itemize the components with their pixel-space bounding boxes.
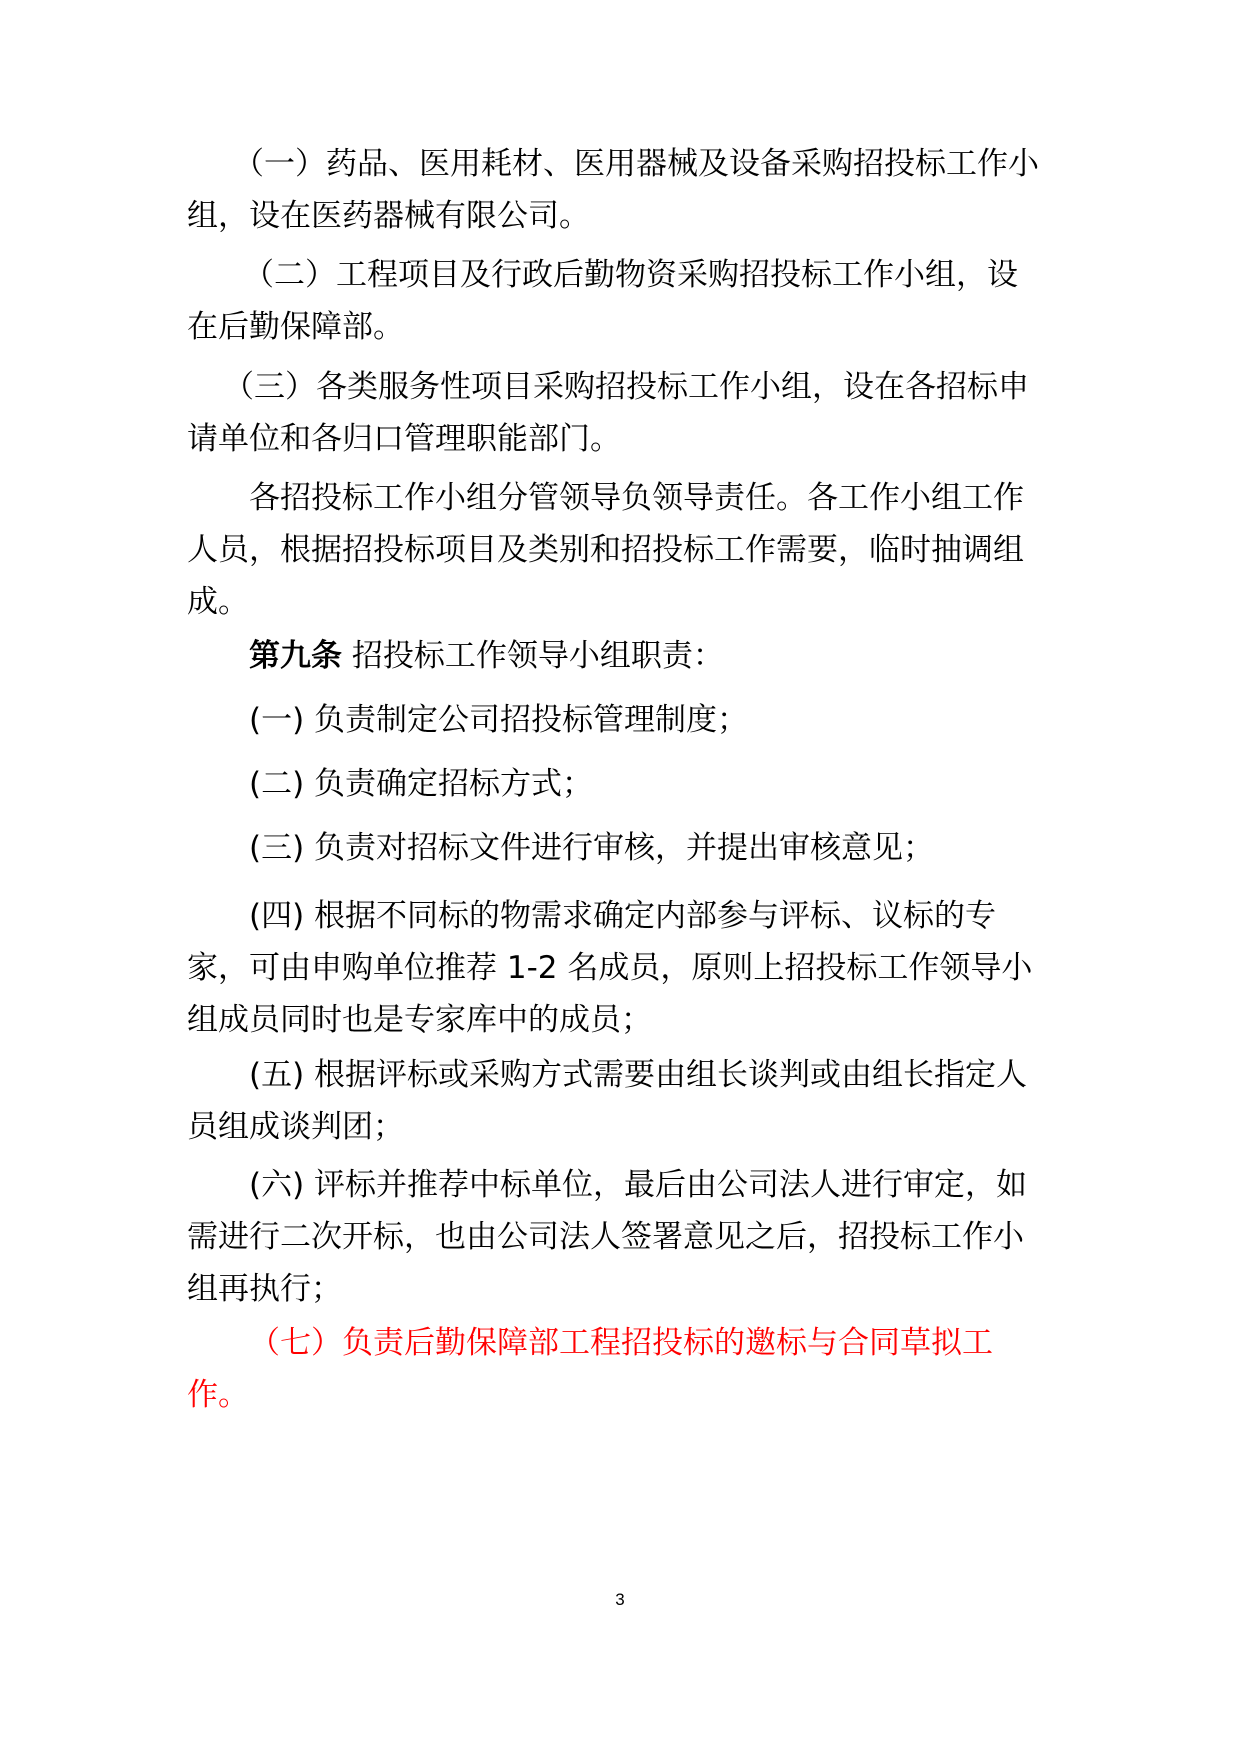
duty-item-1 (187, 694, 1045, 746)
paragraph-text: (六) 评标并推荐中标单位，最后由公司法人进行审定，如需进行二次开标，也由公司法人签署意见之后，招投标工作小组再执行； (187, 1167, 1028, 1307)
paragraph-group-2 (187, 249, 1045, 353)
paragraph-text: (五) 根据评标或采购方式需要由组长谈判或由组长指定人员组成谈判团； (187, 1057, 1028, 1145)
paragraph-text: (二) 负责确定招标方式； (249, 766, 594, 802)
duty-item-3 (187, 822, 1045, 874)
paragraph-group-3 (187, 361, 1045, 465)
article-title: 招投标工作领导小组职责： (342, 638, 724, 674)
paragraph-text: （二）工程项目及行政后勤物资采购招投标工作小组，设在后勤保障部。 (187, 257, 1018, 345)
duty-item-2 (187, 758, 1045, 810)
paragraph-text: 各招投标工作小组分管领导负领导责任。各工作小组工作人员，根据招投标项目及类别和招投标工作需要，临时抽调组成。 (187, 480, 1024, 620)
paragraph-text: (三) 负责对招标文件进行审核，并提出审核意见； (249, 830, 935, 866)
duty-item-7-highlighted (187, 1317, 1045, 1421)
paragraph-group-1 (187, 138, 1045, 242)
article-nine-heading (187, 630, 1045, 682)
duty-item-6 (187, 1159, 1045, 1315)
duty-item-4 (187, 890, 1045, 1046)
paragraph-leadership (187, 472, 1045, 628)
paragraph-text: (四) 根据不同标的物需求确定内部参与评标、议标的专家，可由申购单位推荐 1-2 名成员，原则上招投标工作领导小组成员同时也是专家库中的成员； (187, 898, 1033, 1038)
duty-item-5 (187, 1049, 1045, 1153)
page-number: 3 (615, 1590, 625, 1609)
paragraph-text: （一）药品、医用耗材、医用器械及设备采购招投标工作小组，设在医药器械有限公司。 (187, 146, 1039, 234)
paragraph-text: （七）负责后勤保障部工程招投标的邀标与合同草拟工作。 (187, 1325, 993, 1413)
article-number: 第九条 (249, 638, 342, 674)
paragraph-text: (一) 负责制定公司招投标管理制度； (249, 702, 749, 738)
paragraph-text: （三）各类服务性项目采购招投标工作小组，设在各招标申请单位和各归口管理职能部门。 (187, 369, 1029, 457)
